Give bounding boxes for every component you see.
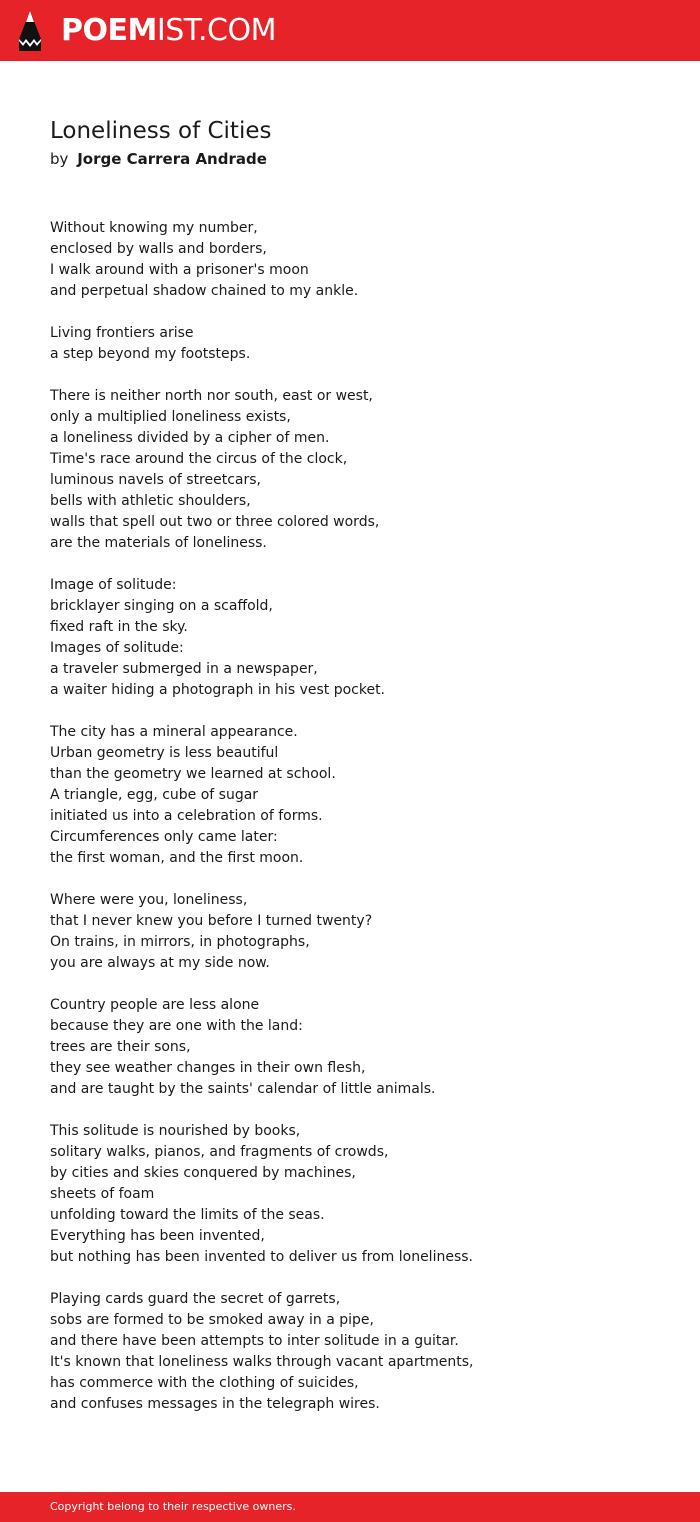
- site-header: [0, 0, 700, 61]
- poem-line: walls that spell out two or three colored words,: [50, 514, 380, 530]
- poem-line: a traveler submerged in a newspaper,: [50, 661, 318, 677]
- poem-line: unfolding toward the limits of the seas.: [50, 1207, 325, 1223]
- poem-line: by cities and skies conquered by machines,: [50, 1165, 356, 1181]
- poem-line: initiated us into a celebration of forms.: [50, 808, 323, 824]
- logo-brand-light: IST.COM: [156, 13, 276, 48]
- poem-line: Playing cards guard the secret of garrets,: [50, 1291, 341, 1307]
- poem-line: luminous navels of streetcars,: [50, 472, 261, 488]
- poem-line: There is neither north nor south, east or west,: [50, 388, 373, 404]
- poem-line: sobs are formed to be smoked away in a pipe,: [50, 1312, 374, 1328]
- site-logo[interactable]: [61, 12, 276, 50]
- poem-line: and perpetual shadow chained to my ankle.: [50, 283, 359, 299]
- poem-line: Country people are less alone: [50, 997, 260, 1013]
- poem-line: Without knowing my number,: [50, 220, 258, 236]
- poem-line: Urban geometry is less beautiful: [50, 745, 279, 761]
- poem-line: are the materials of loneliness.: [50, 535, 267, 551]
- poem-stanza: [50, 1289, 670, 1415]
- poem-line: I walk around with a prisoner's moon: [50, 262, 309, 278]
- poem-line: Living frontiers arise: [50, 325, 194, 341]
- poem-line: solitary walks, pianos, and fragments of crowds,: [50, 1144, 389, 1160]
- poem-stanza: [50, 890, 670, 974]
- poem-line: a waiter hiding a photograph in his vest pocket.: [50, 682, 386, 698]
- poem-line: A triangle, egg, cube of sugar: [50, 787, 259, 803]
- poem-line: bricklayer singing on a scaffold,: [50, 598, 273, 614]
- poem-line: enclosed by walls and borders,: [50, 241, 267, 257]
- poem-line: you are always at my side now.: [50, 955, 270, 971]
- poem-body: [50, 218, 670, 1436]
- copyright-text: Copyright belong to their respective owners.: [50, 1500, 296, 1513]
- poem-stanza: [50, 995, 670, 1100]
- poem-line: a loneliness divided by a cipher of men.: [50, 430, 330, 446]
- poem-stanza: [50, 323, 670, 365]
- poem-line: bells with athletic shoulders,: [50, 493, 251, 509]
- poem-line: they see weather changes in their own flesh,: [50, 1060, 366, 1076]
- poem-line: has commerce with the clothing of suicides,: [50, 1375, 359, 1391]
- poem-stanza: [50, 722, 670, 869]
- poem-stanza: [50, 386, 670, 554]
- poem-line: Where were you, loneliness,: [50, 892, 248, 908]
- poem-line: This solitude is nourished by books,: [50, 1123, 301, 1139]
- poem-line: Image of solitude:: [50, 577, 177, 593]
- poem-line: only a multiplied loneliness exists,: [50, 409, 291, 425]
- poem-line: Everything has been invented,: [50, 1228, 265, 1244]
- poem-line: Circumferences only came later:: [50, 829, 278, 845]
- poem-line: sheets of foam: [50, 1186, 155, 1202]
- poem-line: and are taught by the saints' calendar of little animals.: [50, 1081, 436, 1097]
- poem-line: It's known that loneliness walks through vacant apartments,: [50, 1354, 474, 1370]
- poem-line: than the geometry we learned at school.: [50, 766, 336, 782]
- poem-line: trees are their sons,: [50, 1039, 191, 1055]
- poem-line: On trains, in mirrors, in photographs,: [50, 934, 310, 950]
- poem-title: Loneliness of Cities: [50, 118, 272, 144]
- poem-author[interactable]: Jorge Carrera Andrade: [77, 150, 267, 168]
- poem-stanza: [50, 218, 670, 302]
- site-footer: [0, 1492, 700, 1522]
- poem-line: Time's race around the circus of the clock,: [50, 451, 348, 467]
- poem-stanza: [50, 575, 670, 701]
- logo-brand-bold: POEM: [61, 13, 157, 48]
- poem-line: that I never knew you before I turned twenty?: [50, 913, 373, 929]
- poem-line: Images of solitude:: [50, 640, 184, 656]
- poem-line: fixed raft in the sky.: [50, 619, 188, 635]
- poem-line: and there have been attempts to inter solitude in a guitar.: [50, 1333, 459, 1349]
- pencil-tip-icon[interactable]: [18, 10, 42, 52]
- poem-line: and confuses messages in the telegraph wires.: [50, 1396, 380, 1412]
- poem-line: a step beyond my footsteps.: [50, 346, 251, 362]
- poem-line: but nothing has been invented to deliver us from loneliness.: [50, 1249, 473, 1265]
- poem-line: because they are one with the land:: [50, 1018, 303, 1034]
- poem-line: The city has a mineral appearance.: [50, 724, 298, 740]
- poem-line: the first woman, and the first moon.: [50, 850, 304, 866]
- poem-stanza: [50, 1121, 670, 1268]
- poem-byline: [50, 148, 267, 170]
- by-label: by: [50, 150, 69, 168]
